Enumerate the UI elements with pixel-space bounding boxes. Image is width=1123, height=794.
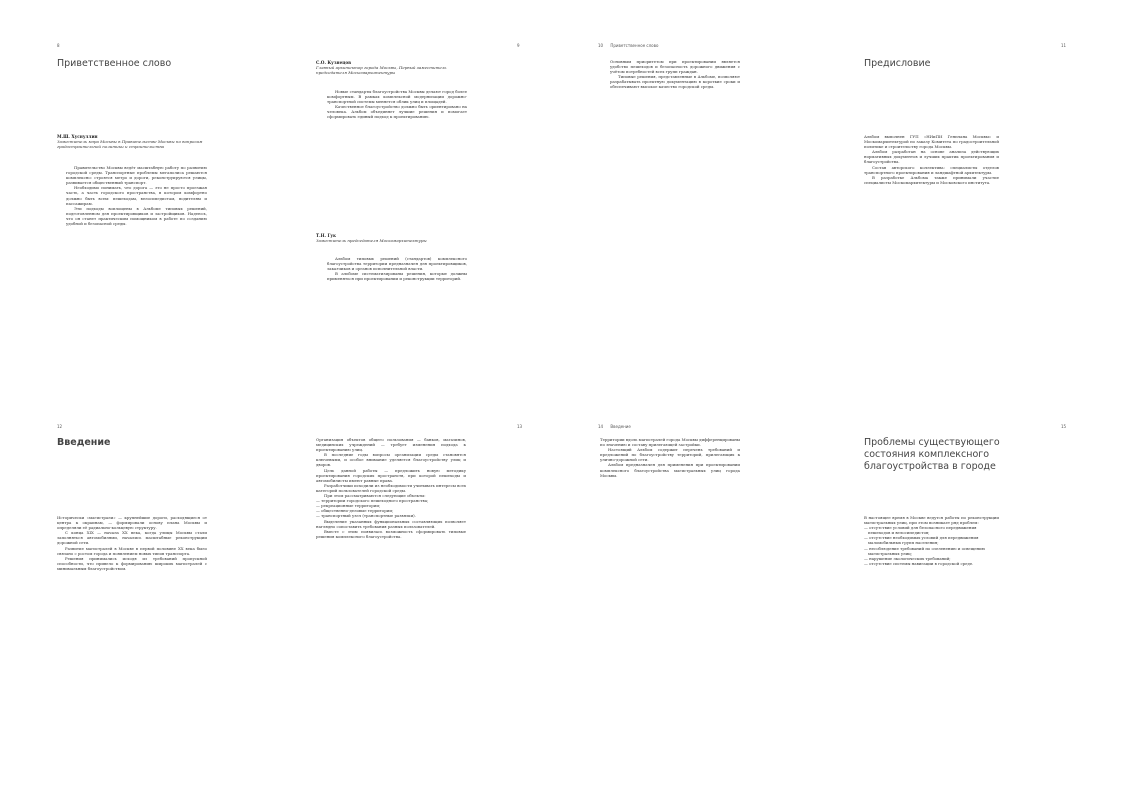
signature-block <box>57 134 207 149</box>
page-14 <box>569 407 838 777</box>
list-item: — транспортный узел (транспортные развязки). <box>316 513 416 519</box>
heading-line: благоустройства в городе <box>864 461 996 472</box>
folio-number: 14 <box>598 424 604 429</box>
paragraph: Необходимо понимать, что дорога — это не просто проезжая часть, а часть городского пространства, в котором комфортно должно быть всем: пешеходам, велосипедистам, водителям и пассажирам. <box>66 185 207 206</box>
page-9 <box>285 18 554 388</box>
signature-block <box>316 60 466 75</box>
paragraph: С конца XIX — начала XX века, когда улицы Москвы стали заполняться автомобилями, начались масштабные реконструкции дорожной сети. <box>57 530 207 546</box>
folio-number: 10 <box>598 43 604 48</box>
paragraph: Организация объектов общего пользования — банков, магазинов, медицинских учреждений — требует изменения подхода к проектированию улиц. <box>316 437 466 453</box>
signature-name: С.О. Кузнецов <box>316 60 352 65</box>
folio: 12 <box>57 424 63 429</box>
spread-3 <box>15 407 554 777</box>
signature-block <box>316 233 466 243</box>
paragraph: Территории вдоль магистралей города Москвы дифференцированы по значению и составу прилегающей застройки. <box>600 437 740 448</box>
signature-title: Заместитель мэра Москвы в Правительстве Москвы по вопросам градостроительной политики и строительства <box>57 139 203 149</box>
paragraph: Состав авторского коллектива: специалисты отделов транспортного проектирования и ландшафтной архитектуры. <box>864 164 999 175</box>
paragraph: Альбом разработан на основе анализа действующих нормативных документов и лучших практик проектирования и благоустройства. <box>864 149 999 165</box>
paragraph: В альбоме систематизированы решения, которые должны применяться при проектировании и реконструкции территорий. <box>327 271 467 282</box>
running-head: Введение <box>610 424 631 429</box>
page-10 <box>569 18 838 388</box>
list-item: — отсутствие условий для безопасного передвижения пешеходов и велосипедистов; <box>864 525 977 536</box>
list-item: — несоблюдение требований по озеленению и освещению магистральных улиц; <box>864 545 986 556</box>
list-item: — нарушение экологических требований; <box>864 555 951 561</box>
list-item: — отсутствие необходимых условий для передвижения маломобильных групп населения; <box>864 535 979 546</box>
page-12 <box>15 407 284 777</box>
paragraph: Альбом типовых решений (стандартов) комплексного благоустройства территории предназначен для проектировщиков, заказчиков и органов исполнительной власти. <box>327 256 467 272</box>
paragraph: Основным приоритетом при проектировании является удобство пешеходов и безопасность дорожного движения с учётом потребностей всех групп граждан. <box>610 59 740 75</box>
body-text <box>864 515 999 566</box>
body-text <box>316 437 466 539</box>
page-13 <box>285 407 554 777</box>
section-heading: Введение <box>57 437 111 448</box>
folio <box>598 43 658 48</box>
paragraph: Настоящий Альбом содержит перечень требований и предложений по благоустройству территорий, прилегающих к улично-дорожной сети. <box>600 447 740 463</box>
paragraph: В настоящее время в Москве ведутся работы по реконструкции магистральных улиц, при этом возникает ряд проблем: <box>864 515 999 526</box>
folio: 13 <box>517 424 523 429</box>
list-item: — общественно-деловые территории; <box>316 508 394 514</box>
body-text <box>600 437 740 478</box>
body-text <box>57 515 207 571</box>
folio: 8 <box>57 43 60 48</box>
signature-title: Заместитель председателя Москомархитектуры <box>316 238 427 243</box>
paragraph: Эти подходы воплощены в Альбоме типовых решений, подготовленном для проектировщиков и застройщиков. Надеюсь, что он станет практическим помощником в работе по созданию удобной и безопасной среды. <box>66 205 207 227</box>
paragraph: Разработчики исходили из необходимости учитывать интересы всех категорий пользователей городской среды. <box>316 482 466 493</box>
section-heading: Предисловие <box>864 58 931 69</box>
body-text <box>610 59 740 90</box>
list-item: — рекреационные территории; <box>316 503 381 509</box>
section-heading: Приветственное слово <box>57 58 172 69</box>
paragraph: Альбом выполнен ГУП «НИиПИ Генплана Москвы» и Москомархитектурой по заказу Комитета по градостроительной политике и строительству города Москвы. <box>864 134 999 150</box>
body-text <box>327 89 467 120</box>
body-text <box>66 165 207 226</box>
spread-1 <box>15 18 554 388</box>
paragraph: Альбом предназначен для применения при проектировании комплексного благоустройства магистральных улиц города Москвы. <box>600 462 740 478</box>
body-text <box>327 256 467 281</box>
page-11 <box>839 18 1108 388</box>
paragraph: Развитие магистралей в Москве в первой половине XX века было связано с ростом города и появлением новых типов транспорта. <box>57 545 207 556</box>
paragraph: Выделение указанных функциональных составляющих позволяет наглядно сопоставить требования разных пользователей. <box>316 518 466 529</box>
folio <box>598 424 631 429</box>
paragraph: Вместе с этим появилась возможность сформировать типовые решения комплексного благоустройства. <box>316 528 466 539</box>
folio: 11 <box>1061 43 1067 48</box>
paragraph: Правительство Москвы ведёт масштабную работу по развитию городской среды. Транспортные проблемы мегаполиса решаются комплексно: строятся метро и дороги, реконструируются улицы, развивается общественный транспорт. <box>66 165 207 186</box>
heading-line: состояния комплексного <box>864 449 990 460</box>
list-item: — отсутствие системы навигации в городской среде. <box>864 560 974 566</box>
heading-line: Проблемы существующего <box>864 437 1000 448</box>
folio: 9 <box>517 43 520 48</box>
signature-title: Главный архитектор города Москвы, Первый заместитель председателя Москомархитектуры <box>316 65 447 75</box>
section-heading <box>864 437 1064 473</box>
body-text <box>864 134 999 185</box>
running-head: Приветственное слово <box>610 43 659 48</box>
signature-name: Т.Н. Гук <box>316 233 337 238</box>
list-item: — территории городского пешеходного пространства; <box>316 498 429 504</box>
paragraph: Цель данной работы — предложить новую методику проектирования городских пространств, при которой пешеходы и автомобилисты имеют равные права. <box>316 467 466 483</box>
signature-name: М.Ш. Хуснуллин <box>57 134 98 139</box>
spread-4 <box>569 407 1108 777</box>
spread-2 <box>569 18 1108 388</box>
page-8 <box>15 18 284 388</box>
paragraph: Типовые решения, представленные в Альбоме, позволяют разрабатывать проектную документацию в короткие сроки и обеспечивают высокое качество городской среды. <box>610 74 740 90</box>
paragraph: Решения принимались исходя из требований пропускной способности, что привело к формированию широких магистралей с минимальным благоустройством. <box>57 555 207 571</box>
paragraph: Исторически «магистрали» — крупнейшие дороги, расходящиеся от центра к окраинам, — формировали основу плана Москвы и определяли её радиально-кольцевую структуру. <box>57 515 207 531</box>
paragraph: В разработке Альбома также принимали участие специалисты Москомархитектуры и Московского института. <box>864 174 999 185</box>
paragraph: Качественное благоустройство должно быть ориентировано на человека. Альбом объединяет лучшие решения и помогает сформировать единый подход к проектированию. <box>327 104 467 120</box>
folio: 15 <box>1061 424 1067 429</box>
page-15 <box>839 407 1108 777</box>
paragraph: В последние годы вопросы организации среды становятся ключевыми, и особое внимание уделяется благоустройству улиц и дворов. <box>316 452 466 468</box>
list-intro: При этом рассматриваются следующие объекты: <box>324 493 426 499</box>
paragraph: Новые стандарты благоустройства Москвы делают город более комфортным. В рамках комплексной модернизации дорожно-транспортной системы меняется облик улиц и площадей. <box>327 89 467 105</box>
